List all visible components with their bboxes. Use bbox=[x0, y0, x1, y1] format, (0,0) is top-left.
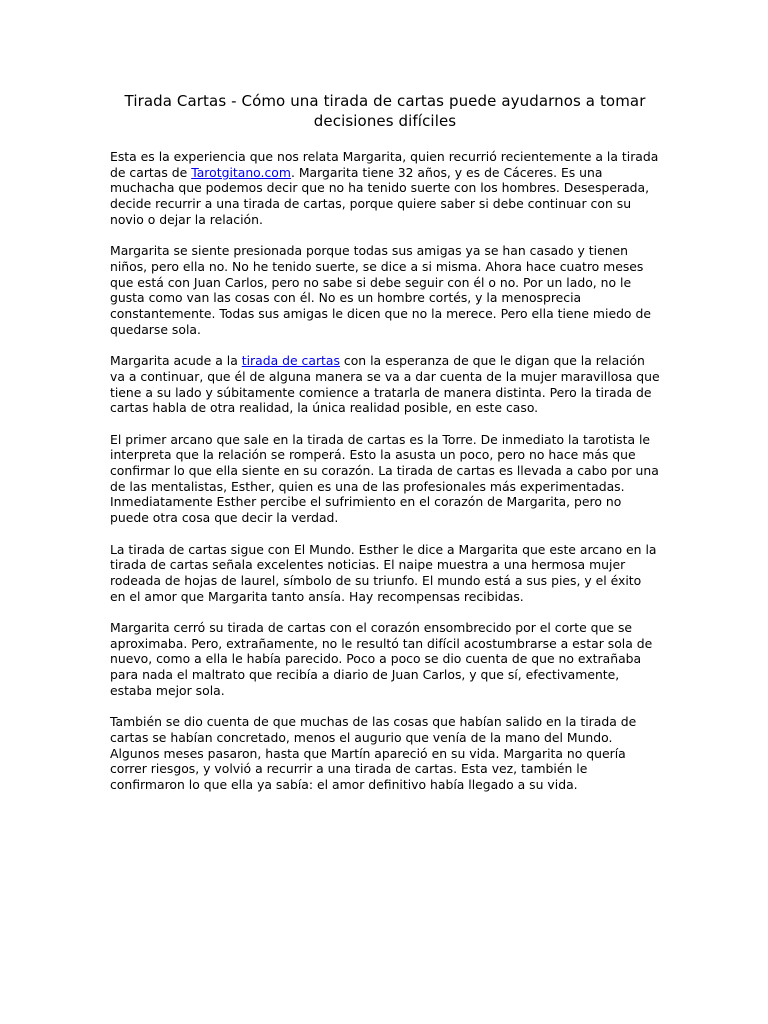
paragraph-7: También se dio cuenta de que muchas de las cosas que habían salido en la tirada de cartas se habían concretado, menos el augurio que venía de la mano del Mundo. Algunos meses pasaron, hasta que Martín apareció en su vida. Margarita no quería correr riesgos, y volvió a recurrir a una tirada de cartas. Esta vez, también le confirmaron lo que ella ya sabía: el amor definitivo había llegado a su vida. bbox=[110, 714, 637, 793]
tirada-de-cartas-link[interactable]: tirada de cartas bbox=[241, 353, 340, 369]
paragraph-2: Margarita se siente presionada porque todas sus amigas ya se han casado y tienen niños, pero ella no. No he tenido suerte, se dice a si misma. Ahora hace cuatro meses que está con Juan Carlos, pero no sabe si debe seguir con él o no. Por un lado, no le gusta como van las cosas con él. No es un hombre cortés, y la menosprecia constantemente. Todas sus amigas le dicen que no la merece. Pero ella tiene miedo de quedarse sola. bbox=[110, 243, 651, 337]
paragraph-1-text-before: Esta es la experiencia que nos relata Margarita, quien recurrió recientemente a la tirada de cartas de bbox=[110, 149, 659, 180]
paragraph-4: El primer arcano que sale en la tirada de cartas es la Torre. De inmediato la tarotista le interpreta que la relación se romperá. Esto la asusta un poco, pero no hace más que confirmar lo que ella siente en su corazón. La tirada de cartas es llevada a cabo por una de las mentalistas, Esther, quien es una de las profesionales más experimentadas. Inmediatamente Esther percibe el sufrimiento en el corazón de Margarita, pero no puede otra cosa que decir la verdad. bbox=[110, 431, 659, 526]
paragraph-5: La tirada de cartas sigue con El Mundo. Esther le dice a Margarita que este arcano en la tirada de cartas señala excelentes noticias. El naipe muestra a una hermosa mujer rodeada de hojas de laurel, símbolo de su triunfo. El mundo está a sus pies, y el éxito en el amor que Margarita tanto ansía. Hay recompensas recibidas. bbox=[110, 541, 657, 604]
document-page bbox=[110, 91, 660, 808]
document-title: Tirada Cartas - Cómo una tirada de cartas puede ayudarnos a tomar decisiones difíciles bbox=[124, 92, 646, 130]
paragraph-1 bbox=[110, 149, 660, 228]
paragraph-3 bbox=[110, 353, 660, 416]
paragraph-3-text-before: Margarita acude a la bbox=[110, 353, 242, 369]
tarotgitano-link[interactable]: Tarotgitano.com bbox=[191, 164, 291, 180]
paragraph-3-text-after: con la esperanza de que le digan que la relación va a continuar, que él de alguna manera se va a dar cuenta de la mujer maravillosa que tiene a su lado y súbitamente comience a tratarla de manera distinta. Pero la tirada de cartas habla de otra realidad, la única realidad posible, en este caso. bbox=[110, 353, 660, 416]
paragraph-1-text-after: . Margarita tiene 32 años, y es de Cáceres. Es una muchacha que podemos decir que no ha tenido suerte con los hombres. Desesperada, decide recurrir a una tirada de cartas, porque quiere saber si debe continuar con su novio o dejar la relación. bbox=[110, 164, 650, 227]
paragraph-6: Margarita cerró su tirada de cartas con el corazón ensombrecido por el corte que se aproximaba. Pero, extrañamente, no le resultó tan difícil acostumbrarse a estar sola de nuevo, como a ella le había parecido. Poco a poco se dio cuenta de que no extrañaba para nada el maltrato que recibía a diario de Juan Carlos, y que sí, efectivamente, estaba mejor sola. bbox=[110, 620, 653, 698]
